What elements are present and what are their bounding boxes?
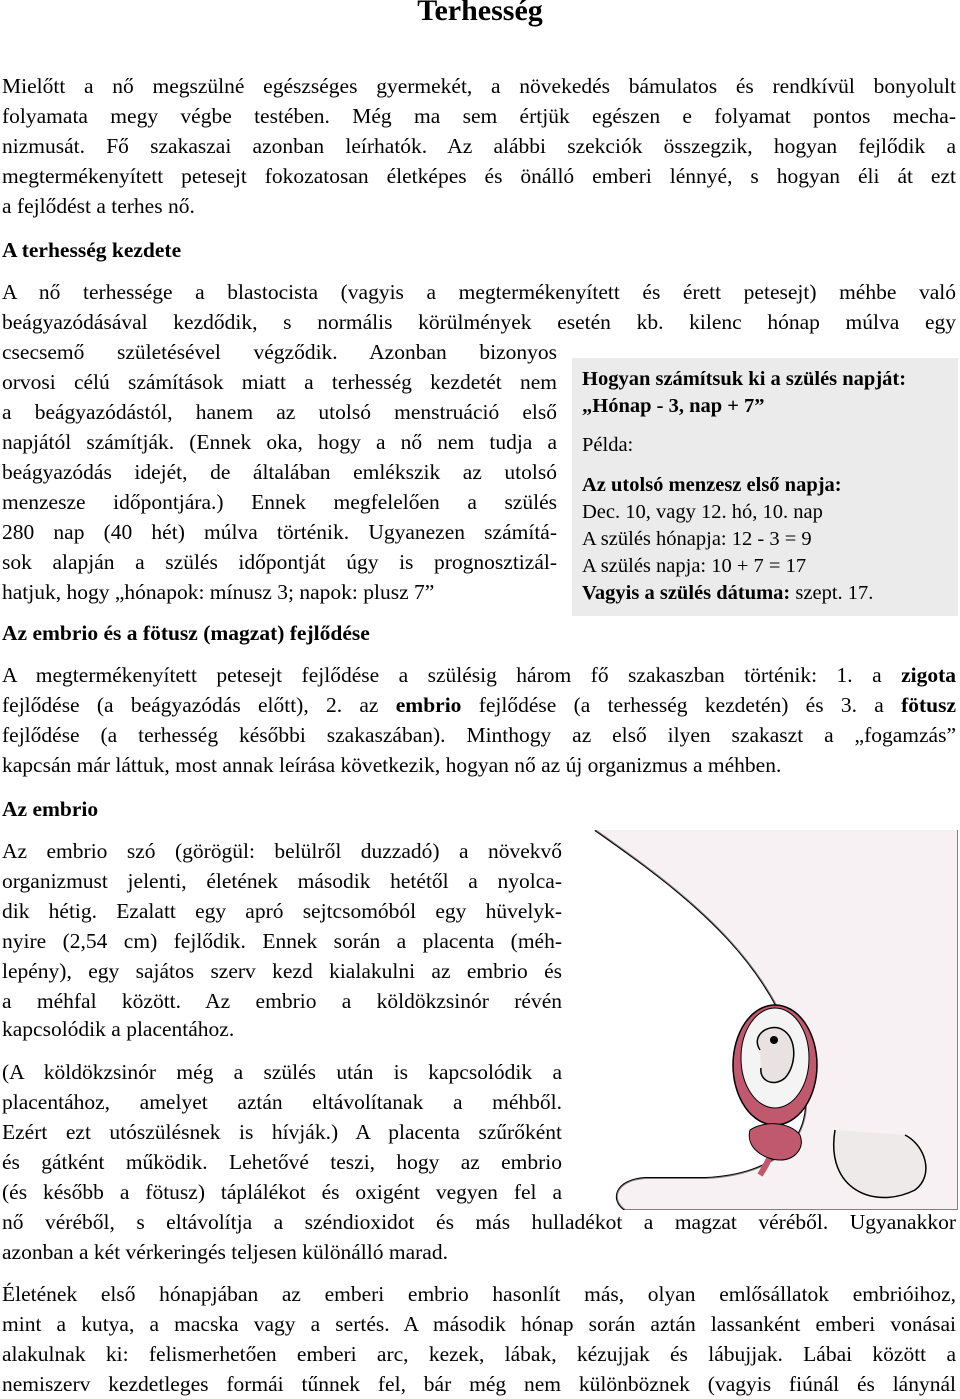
text-line: alakulnak ki: felismerhetően emberi arc, kezek, lábak, kézujjak és lábujjak. Lábai között a xyxy=(2,1342,956,1366)
term-zigota: zigota xyxy=(901,663,956,687)
text-line: kapcsolódik a placentához. xyxy=(2,1017,235,1041)
section-heading: Az embrio xyxy=(2,797,99,821)
text-line: folyamata megy végbe testében. Még ma sem értjük egészen e folyamat pontos mecha- xyxy=(2,104,956,128)
text-line: (A köldökzsinór még a szülés után is kapcsolódik a xyxy=(2,1060,562,1084)
box-birth-month: A szülés hónapja: 12 - 3 = 9 xyxy=(582,528,812,550)
box-last-period-value: Dec. 10, vagy 12. hó, 10. nap xyxy=(582,501,823,523)
text-line: mint a kutya, a macska vagy a sertés. A második hónap során aztán lassanként emberi vonásai xyxy=(2,1312,956,1336)
embryo-eye xyxy=(770,1036,778,1044)
text-line: hatjuk, hogy „hónapok: mínusz 3; napok: plusz 7” xyxy=(2,580,435,604)
text-line: fejlődése (a terhesség későbbi szakaszában). Minthogy az első ilyen szakaszt a „fogamzás” xyxy=(2,723,956,747)
box-formula: „Hónap - 3, nap + 7” xyxy=(582,395,765,417)
text-line: beágyazódásával kezdődik, s normális körülmények esetén kb. kilenc hónap múlva egy xyxy=(2,310,956,334)
text-line: placentához, amelyet aztán eltávolítanak a méhből. xyxy=(2,1090,562,1114)
text-line: a méhfal között. Az embrio a köldökzsinór révén xyxy=(2,989,562,1013)
text-line: azonban a két vérkeringés teljesen különálló marad. xyxy=(2,1240,448,1264)
page-title: Terhesség xyxy=(417,0,543,27)
embryo-illustration xyxy=(575,830,958,1210)
text-line: nizmusát. Fő szakaszai azonban leírhatók. Az alábbi szekciók összegzik, hogyan fejlődik a xyxy=(2,134,956,158)
section-heading: Az embrio és a fötusz (magzat) fejlődése xyxy=(2,621,370,645)
text-line: megtermékenyített petesejt fokozatosan életképes és önálló emberi lénnyé, s hogyan éli át ezt xyxy=(2,164,956,188)
box-last-period-label: Az utolsó menzesz első napja: xyxy=(582,474,842,496)
text-span: fejlődése (a beágyazódás előtt), 2. az xyxy=(2,693,396,717)
text-span: fejlődése (a terhesség kezdetén) és 3. a xyxy=(461,693,902,717)
text-line: csecsemő születésével végződik. Azonban bizonyos xyxy=(2,340,557,364)
text-line: (és később a fötusz) táplálékot és oxigént vegyen fel a xyxy=(2,1180,562,1204)
text-line: organizmust jelenti, életének második hetétől a nyolca- xyxy=(2,869,562,893)
text-line: és gátként működik. Lehetővé teszi, hogy az embrio xyxy=(2,1150,562,1174)
box-birth-day: A szülés napja: 10 + 7 = 17 xyxy=(582,555,807,577)
text-line: napjától számítják. (Ennek oka, hogy a nő nem tudja a xyxy=(2,430,557,454)
box-due-date-value: szept. 17. xyxy=(790,582,874,604)
text-line: a beágyazódástól, hanem az utolsó menstruáció első xyxy=(2,400,557,424)
text-line: kapcsán már láttuk, most annak leírása következik, hogyan nő az új organizmus a méhben. xyxy=(2,753,782,777)
text-line: a fejlődést a terhes nő. xyxy=(2,194,195,218)
text-line: A nő terhessége a blastocista (vagyis a megtermékenyített és érett petesejt) méhbe való xyxy=(2,280,956,304)
text-line: sok alapján a szülés időpontját úgy is prognosztizál- xyxy=(2,550,557,574)
text-line: Az embrio szó (görögül: belülről duzzadó) a növekvő xyxy=(2,839,562,863)
text-line: Mielőtt a nő megszülné egészséges gyermekét, a növekedés bámulatos és rendkívül bonyolult xyxy=(2,74,956,98)
term-fotusz: fötusz xyxy=(901,693,957,717)
placenta xyxy=(749,1124,801,1160)
box-due-date-label: Vagyis a szülés dátuma: xyxy=(582,582,791,604)
text-line xyxy=(2,691,956,720)
section-heading: A terhesség kezdete xyxy=(2,238,182,262)
text-line: 280 nap (40 hét) múlva történik. Ugyanezen számítá- xyxy=(2,520,557,544)
box-example-label: Példa: xyxy=(582,434,634,456)
text-line: Életének első hónapjában az emberi embrio hasonlít más, olyan emlősállatok embrióihoz, xyxy=(2,1282,956,1306)
box-title: Hogyan számítsuk ki a szülés napját: xyxy=(582,368,907,390)
box-due-date xyxy=(582,580,873,607)
term-embrio: embrio xyxy=(395,693,462,717)
text-line: dik hétig. Ezalatt egy apró sejtcsomóból egy hüvelyk- xyxy=(2,899,562,923)
embryo-body xyxy=(757,1028,793,1083)
text-line: nő véréből, s eltávolítja a széndioxidot és más hulladékot a magzat véréből. Ugyanakkor xyxy=(2,1210,956,1234)
text-line: beágyazódás idejét, de általában emlékszik az utolsó xyxy=(2,460,557,484)
text-span: A megtermékenyített petesejt fejlődése a szülésig három fő szakaszban történik: 1. a xyxy=(2,663,902,687)
text-line: menzesze időpontjára.) Ennek megfelelően a szülés xyxy=(2,490,557,514)
text-line: nyire (2,54 cm) fejlődik. Ennek során a placenta (méh- xyxy=(2,929,562,953)
text-line: Ezért ezt utószülésnek is hívják.) A placenta szűrőként xyxy=(2,1120,562,1144)
text-line: lepény), egy sajátos szerv kezd kialakulni az embrio és xyxy=(2,959,562,983)
text-line xyxy=(2,661,956,690)
text-line: nemiszerv kezdetleges formái tűnnek fel, bár még nem különböznek (vagyis fiúnál és lánynál xyxy=(2,1372,956,1396)
text-line: orvosi célú számítások miatt a terhesség kezdetét nem xyxy=(2,370,557,394)
due-date-box xyxy=(572,358,958,616)
